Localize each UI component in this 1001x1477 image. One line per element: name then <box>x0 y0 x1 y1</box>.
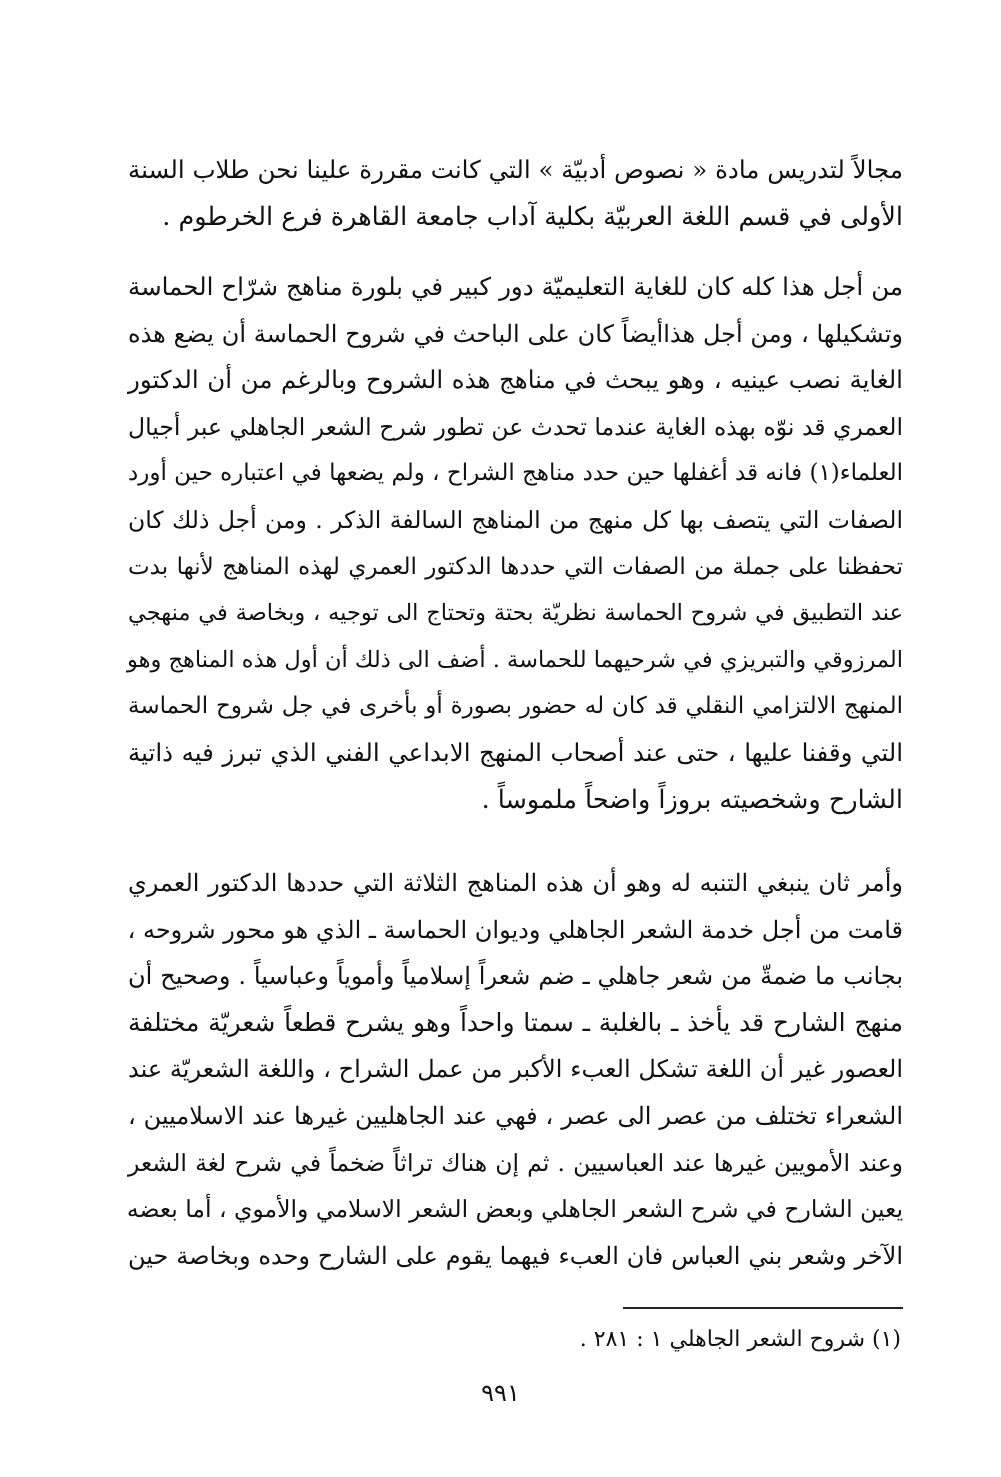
text-line: تحفظنا على جملة من الصفات التي حددها الدكتور العمري لهذه المناهج لأنها بدت <box>128 553 903 580</box>
text-line: الأولى في قسم اللغة العربيّة بكلية آداب جامعة القاهرة فرع الخرطوم . <box>162 201 903 232</box>
text-line: قامت من أجل خدمة الشعر الجاهلي وديوان الحماسة ـ الذي هو محور شروحه ، <box>127 915 903 944</box>
text-line: العمري قد نوّه بهذه الغاية عندما تحدث عن تطور شرح الشعر الجاهلي عبر أجيال <box>128 412 903 441</box>
text-line: العلماء(١) فانه قد أغفلها حين حدد مناهج الشراح ، ولم يضعها في اعتباره حين أورد <box>128 460 903 487</box>
text-line: العصور غير أن اللغة تشكل العبء الأكبر من عمل الشراح ، واللغة الشعريّة عند <box>128 1055 903 1084</box>
page-number: ٩٩١ <box>481 1379 520 1407</box>
footnote: (١) شروح الشعر الجاهلي ١ : ٢٨١ . <box>579 1327 901 1352</box>
text-line: المنهج الالتزامي النقلي قد كان له حضور بصورة أو بأخرى في جل شروح الحماسة <box>128 693 903 720</box>
paragraph-3 <box>128 860 903 1279</box>
text-line: منهج الشارح قد يأخذ ـ بالغلبة ـ سمتا واحداً وهو يشرح قطعاً شعريّة مختلفة <box>128 1007 903 1037</box>
text-line: الآخر وشعر بني العباس فان العبء فيهما يقوم على الشارح وحده وبخاصة حين <box>128 1241 903 1270</box>
text-line: الشعراء تختلف من عصر الى عصر ، فهي عند الجاهليين غيرها عند الاسلاميين ، <box>128 1101 903 1130</box>
paragraph-2 <box>128 264 903 823</box>
text-line: مجالاً لتدريس مادة « نصوص أدبيّة » التي كانت مقررة علينا نحن طلاب السنة <box>128 155 903 184</box>
text-line: بجانب ما ضمةّ من شعر جاهلي ـ ضم شعراً إسلامياً وأموياً وعباسياً . وصحيح أن <box>128 962 903 991</box>
text-line: وأمر ثان ينبغي التنبه له وهو أن هذه المناهج الثلاثة التي حددها الدكتور العمري <box>128 869 903 897</box>
text-line: وعند الأمويين غيرها عند العباسيين . ثم إن هناك تراثاً ضخماً في شرح لغة الشعر <box>128 1148 903 1177</box>
text-line: من أجل هذا كله كان للغاية التعليميّة دور كبير في بلورة مناهج شرّاح الحماسة <box>128 272 903 301</box>
text-line: التي وقفنا عليها ، حتى عند أصحاب المنهج الابداعي الفني الذي تبرز فيه ذاتية <box>128 737 903 767</box>
text-line: وتشكيلها ، ومن أجل هذاأيضاً كان على الباحث في شروح الحماسة أن يضع هذه <box>128 319 903 348</box>
footnote-divider <box>623 1307 903 1309</box>
text-line: الشارح وشخصيته بروزاً واضحاً ملموساً . <box>481 784 903 815</box>
text-line: المرزوقي والتبريزي في شرحيهما للحماسة . أضف الى ذلك أن أول هذه المناهج وهو <box>126 646 903 673</box>
text-line: عند التطبيق في شروح الحماسة نظريّة بحتة وتحتاج الى توجيه ، وبخاصة في منهجي <box>128 600 903 627</box>
paragraph-1 <box>128 147 903 240</box>
text-line: الغاية نصب عينيه ، وهو يبحث في مناهج هذه الشروح وبالرغم من أن الدكتور <box>128 365 903 395</box>
text-line: يعين الشارح في شرح الشعر الجاهلي وبعض الشعر الاسلامي والأموي ، أما بعضه <box>126 1195 903 1224</box>
text-line: الصفات التي يتصف بها كل منهج من المناهج السالفة الذكر . ومن أجل ذلك كان <box>128 505 903 534</box>
